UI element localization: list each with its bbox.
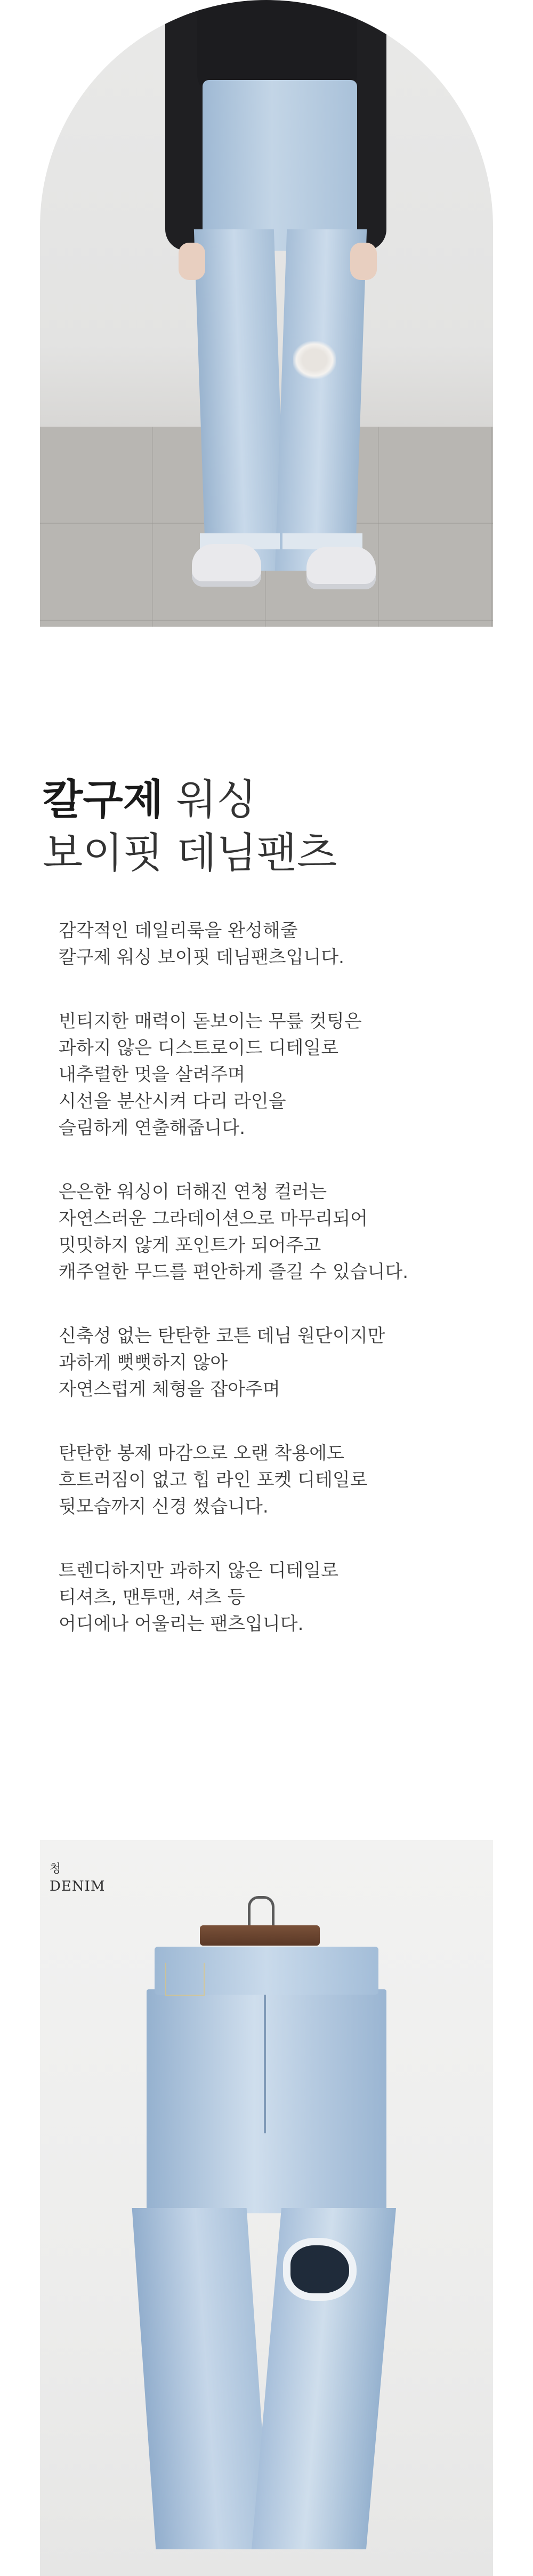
model-left-hand (179, 243, 205, 280)
title-light: 워싱 (176, 776, 257, 824)
hero-arch-frame (40, 0, 493, 627)
knee-rip-detail (290, 2245, 349, 2293)
jeans-body (147, 1989, 386, 2213)
description-paragraph (59, 1008, 496, 1141)
description-line: 자연스럽게 체형을 잡아주며 (59, 1379, 280, 1400)
description-line: 빈티지한 매력이 돋보이는 무릎 컷팅은 (59, 1011, 362, 1032)
description-line: 내추럴한 멋을 살려주며 (59, 1064, 246, 1085)
color-label (50, 1861, 105, 1895)
jeans-waist (203, 80, 357, 251)
description-line: 탄탄한 봉제 마감으로 오랜 착용에도 (59, 1443, 344, 1464)
product-title (43, 773, 490, 880)
description-line: 칼구제 워싱 보이핏 데님팬츠입니다. (59, 947, 344, 968)
color-name-en: DENIM (50, 1878, 106, 1894)
description-line: 밋밋하지 않게 포인트가 되어주고 (59, 1235, 321, 1256)
description-line: 캐주얼한 무드를 편안하게 즐길 수 있습니다. (59, 1261, 409, 1283)
wooden-hanger (200, 1925, 320, 1946)
description-paragraph (59, 917, 496, 971)
description-line: 신축성 없는 탄탄한 코튼 데님 원단이지만 (59, 1325, 385, 1347)
jeans-left-leg (194, 229, 286, 571)
product-description (59, 917, 496, 1675)
right-sneaker (306, 547, 376, 589)
title-bold: 칼구제 (43, 776, 164, 824)
coin-pocket (165, 1963, 205, 1996)
description-line: 은은한 워싱이 더해진 연청 컬러는 (59, 1181, 327, 1203)
jeans-right-leg (275, 229, 367, 571)
description-paragraph (59, 1179, 496, 1285)
model-right-hand (350, 243, 377, 280)
description-paragraph (59, 1557, 496, 1637)
product-image (40, 1840, 493, 2576)
description-line: 시선을 분산시켜 다리 라인을 (59, 1091, 286, 1112)
jeans-left-leg-flat (132, 2208, 271, 2549)
description-line: 어디에나 어울리는 팬츠입니다. (59, 1613, 304, 1635)
description-line: 티셔츠, 맨투맨, 셔츠 등 (59, 1587, 245, 1608)
jeans-fly (264, 1995, 266, 2133)
left-sneaker (192, 544, 261, 587)
description-line: 슬림하게 연출해줍니다. (59, 1117, 246, 1139)
description-paragraph (59, 1440, 496, 1520)
knee-cut-detail (293, 341, 336, 379)
description-line: 뒷모습까지 신경 썼습니다. (59, 1496, 269, 1517)
description-line: 흐트러짐이 없고 힙 라인 포켓 디테일로 (59, 1469, 368, 1491)
description-paragraph (59, 1323, 496, 1403)
color-name-ko: 청 (50, 1862, 61, 1876)
description-line: 과하지 않은 디스트로이드 디테일로 (59, 1037, 339, 1059)
description-line: 과하게 뻣뻣하지 않아 (59, 1352, 228, 1373)
title-line-1 (43, 773, 490, 827)
description-line: 트렌디하지만 과하지 않은 디테일로 (59, 1560, 339, 1581)
description-line: 감각적인 데일리룩을 완성해줄 (59, 920, 298, 941)
description-line: 자연스러운 그라데이션으로 마무리되어 (59, 1208, 368, 1229)
hero-image (40, 0, 493, 627)
title-line-2: 보이핏 데님팬츠 (43, 829, 337, 877)
